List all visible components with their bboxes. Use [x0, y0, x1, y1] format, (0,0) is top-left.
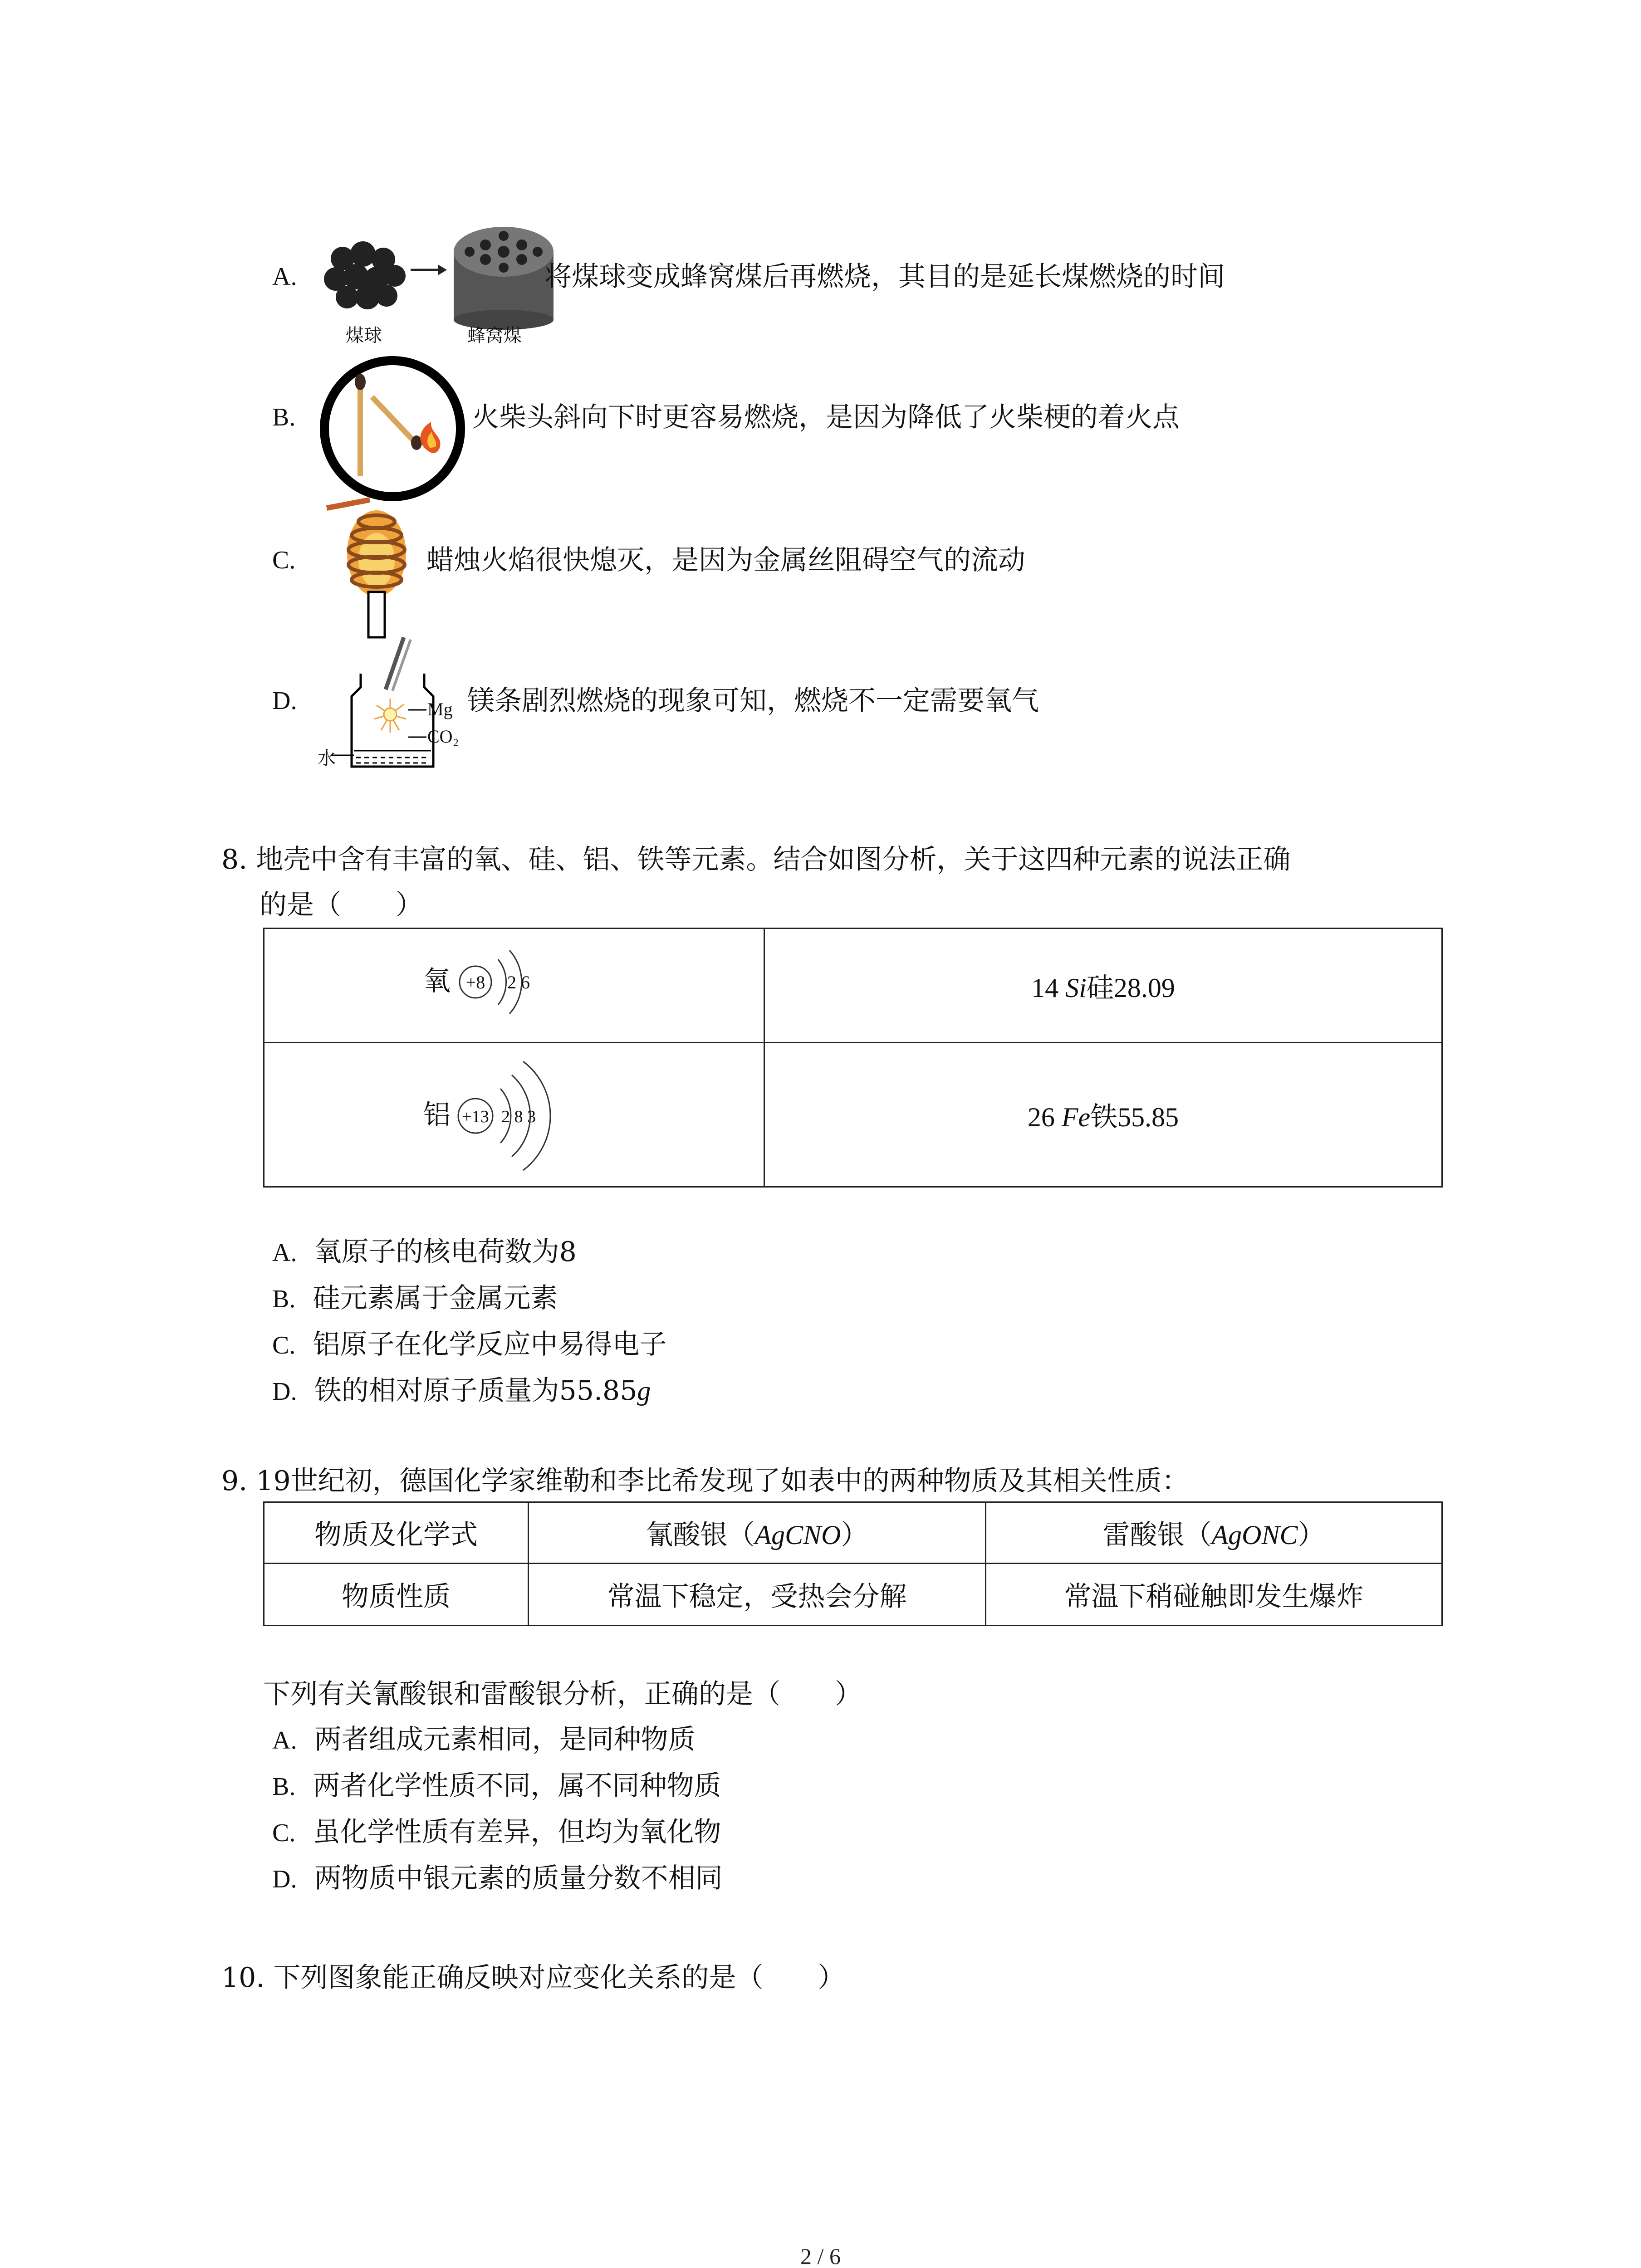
q8-option-b[interactable]: B. 硅元素属于金属元素: [272, 1282, 558, 1314]
silicon-cell: [764, 929, 1442, 1043]
question-10-stem: 10. 下列图象能正确反映对应变化关系的是（ ）: [221, 1962, 845, 1994]
fulminate-property-cell: 常温下稍碰触即发生爆炸: [986, 1564, 1442, 1626]
aluminum-cell: [264, 1043, 764, 1187]
candle-coil-figure: [318, 494, 426, 640]
coal-ball-label: 煤球: [346, 325, 382, 346]
property-label-cell: 物质性质: [264, 1564, 529, 1626]
silver-fulminate-cell: 雷酸银（AgONC）: [986, 1502, 1442, 1564]
iron-symbol: Fe: [1061, 1102, 1091, 1132]
aluminum-shells: 2 8 3: [501, 1107, 536, 1126]
question-stem-cont: 的是（ ）: [260, 889, 423, 921]
oxygen-nucleus: +8: [465, 972, 485, 992]
substance-table: [263, 1501, 1443, 1626]
honeycomb-label: 蜂窝煤: [467, 325, 522, 346]
q8-option-c[interactable]: C. 铝原子在化学反应中易得电子: [272, 1329, 667, 1360]
water-label: 水: [318, 748, 336, 769]
iron-name: 铁: [1090, 1101, 1118, 1133]
oxygen-shells: 2 6: [507, 972, 530, 992]
q9-option-d[interactable]: D. 两物质中银元素的质量分数不相同: [272, 1862, 723, 1894]
iron-mass: 55.85: [1117, 1102, 1179, 1132]
option-letter: C.: [272, 546, 296, 574]
option-text: 火柴头斜向下时更容易燃烧，是因为降低了火柴梗的着火点: [472, 401, 1180, 433]
option-text: 镁条剧烈燃烧的现象可知，燃烧不一定需要氧气: [467, 685, 1039, 717]
oxygen-cell: [264, 929, 764, 1043]
option-letter: D.: [272, 687, 297, 715]
silicon-name: 硅: [1086, 972, 1114, 1004]
match-figure: [318, 354, 472, 508]
page-number: 2 / 6: [800, 2244, 841, 2268]
silicon-symbol: Si: [1065, 973, 1087, 1003]
cyanate-property-cell: 常温下稳定，受热会分解: [529, 1564, 986, 1626]
iron-number: 26: [1027, 1102, 1062, 1132]
silver-cyanate-cell: 氰酸银（AgCNO）: [529, 1502, 986, 1564]
header-cell: 物质及化学式: [264, 1502, 529, 1564]
option-letter: B.: [272, 403, 296, 431]
q8-option-d[interactable]: D. 铁的相对原子质量为55.85g: [272, 1375, 651, 1407]
option-text: 将煤球变成蜂窝煤后再燃烧，其目的是延长煤燃烧的时间: [544, 261, 1225, 293]
oxygen-atom-diagram: [455, 932, 600, 1032]
q8-option-a[interactable]: A. 氧原子的核电荷数为8: [272, 1236, 577, 1268]
silicon-mass: 28.09: [1113, 973, 1175, 1003]
iron-cell: [764, 1043, 1442, 1187]
q9-option-a[interactable]: A. 两者组成元素相同，是同种物质: [272, 1724, 696, 1755]
option-letter: A.: [272, 263, 297, 291]
mg-label: Mg: [427, 699, 453, 719]
q9-option-b[interactable]: B. 两者化学性质不同，属不同种物质: [272, 1770, 721, 1802]
q9-option-c[interactable]: C. 虽化学性质有差异，但均为氧化物: [272, 1816, 721, 1848]
aluminum-nucleus: +13: [462, 1107, 489, 1126]
question-stem: 9. 19世纪初，德国化学家维勒和李比希发现了如表中的两种物质及其相关性质：: [221, 1465, 1189, 1497]
aluminum-name: 铝: [423, 1099, 451, 1131]
option-text: 蜡烛火焰很快熄灭，是因为金属丝阻碍空气的流动: [426, 544, 1025, 576]
element-table: [263, 928, 1443, 1188]
question-stem: 8. 地壳中含有丰富的氧、硅、铝、铁等元素。结合如图分析，关于这四种元素的说法正确: [221, 844, 1291, 875]
aluminum-atom-diagram: [455, 1043, 600, 1179]
question-prompt: 下列有关氰酸银和雷酸银分析，正确的是（ ）: [263, 1678, 862, 1710]
silicon-number: 14: [1031, 973, 1066, 1003]
oxygen-name: 氧: [423, 965, 451, 997]
co2-label: CO₂: [427, 726, 459, 747]
